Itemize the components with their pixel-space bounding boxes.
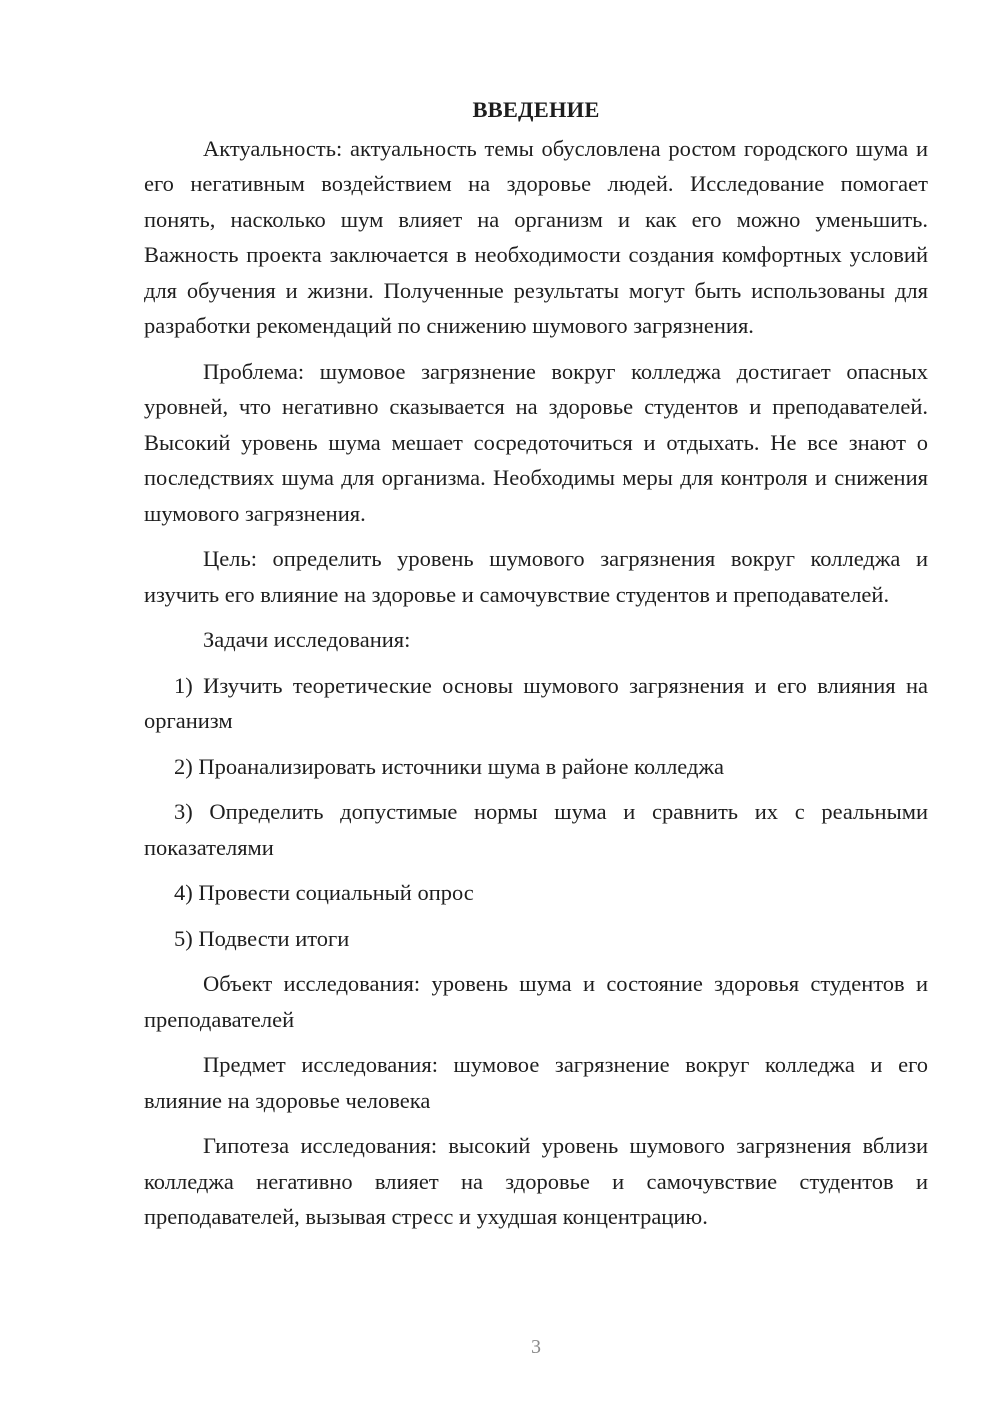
object-paragraph: Объект исследования: уровень шума и состояние здоровья студентов и преподавателей bbox=[144, 971, 928, 1032]
task-item: 3) Определить допустимые нормы шума и сравнить их с реальными показателями bbox=[144, 799, 928, 860]
subject-paragraph: Предмет исследования: шумовое загрязнение вокруг колледжа и его влияние на здоровье человека bbox=[144, 1052, 928, 1113]
task-item: 1) Изучить теоретические основы шумового загрязнения и его влияния на организм bbox=[144, 672, 928, 733]
hypothesis-paragraph: Гипотеза исследования: высокий уровень шумового загрязнения вблизи колледжа негативно влияет на здоровье и самочувствие студентов и преподавателей, вызывая стресс и ухудшая концентрацию. bbox=[144, 1133, 928, 1229]
tasks-heading: Задачи исследования: bbox=[203, 627, 411, 652]
page-number: 3 bbox=[531, 1336, 541, 1358]
problem-paragraph: Проблема: шумовое загрязнение вокруг колледжа достигает опасных уровней, что негативно сказывается на здоровье студентов и преподавателей. Высокий уровень шума мешает сосредоточиться и отдыхать. Не все знают о последствиях шума для организма. Необходимы меры для контроля и снижения шумового загрязнения. bbox=[144, 358, 928, 526]
task-item: 5) Подвести итоги bbox=[174, 925, 350, 951]
relevance-paragraph: Актуальность: актуальность темы обусловлена ростом городского шума и его негативным воздействием на здоровье людей. Исследование помогает понять, насколько шум влияет на организм и как его можно уменьшить. Важность проекта заключается в необходимости создания комфортных условий для обучения и жизни. Полученные результаты могут быть использованы для разработки рекомендаций по снижению шумового загрязнения. bbox=[144, 135, 928, 338]
page-content bbox=[144, 92, 928, 1245]
task-item: 2) Проанализировать источники шума в районе колледжа bbox=[174, 753, 724, 779]
section-title: ВВЕДЕНИЕ bbox=[472, 97, 600, 122]
task-item: 4) Провести социальный опрос bbox=[174, 880, 474, 905]
goal-paragraph: Цель: определить уровень шумового загрязнения вокруг колледжа и изучить его влияние на здоровье и самочувствие студентов и преподавателей. bbox=[144, 546, 928, 607]
